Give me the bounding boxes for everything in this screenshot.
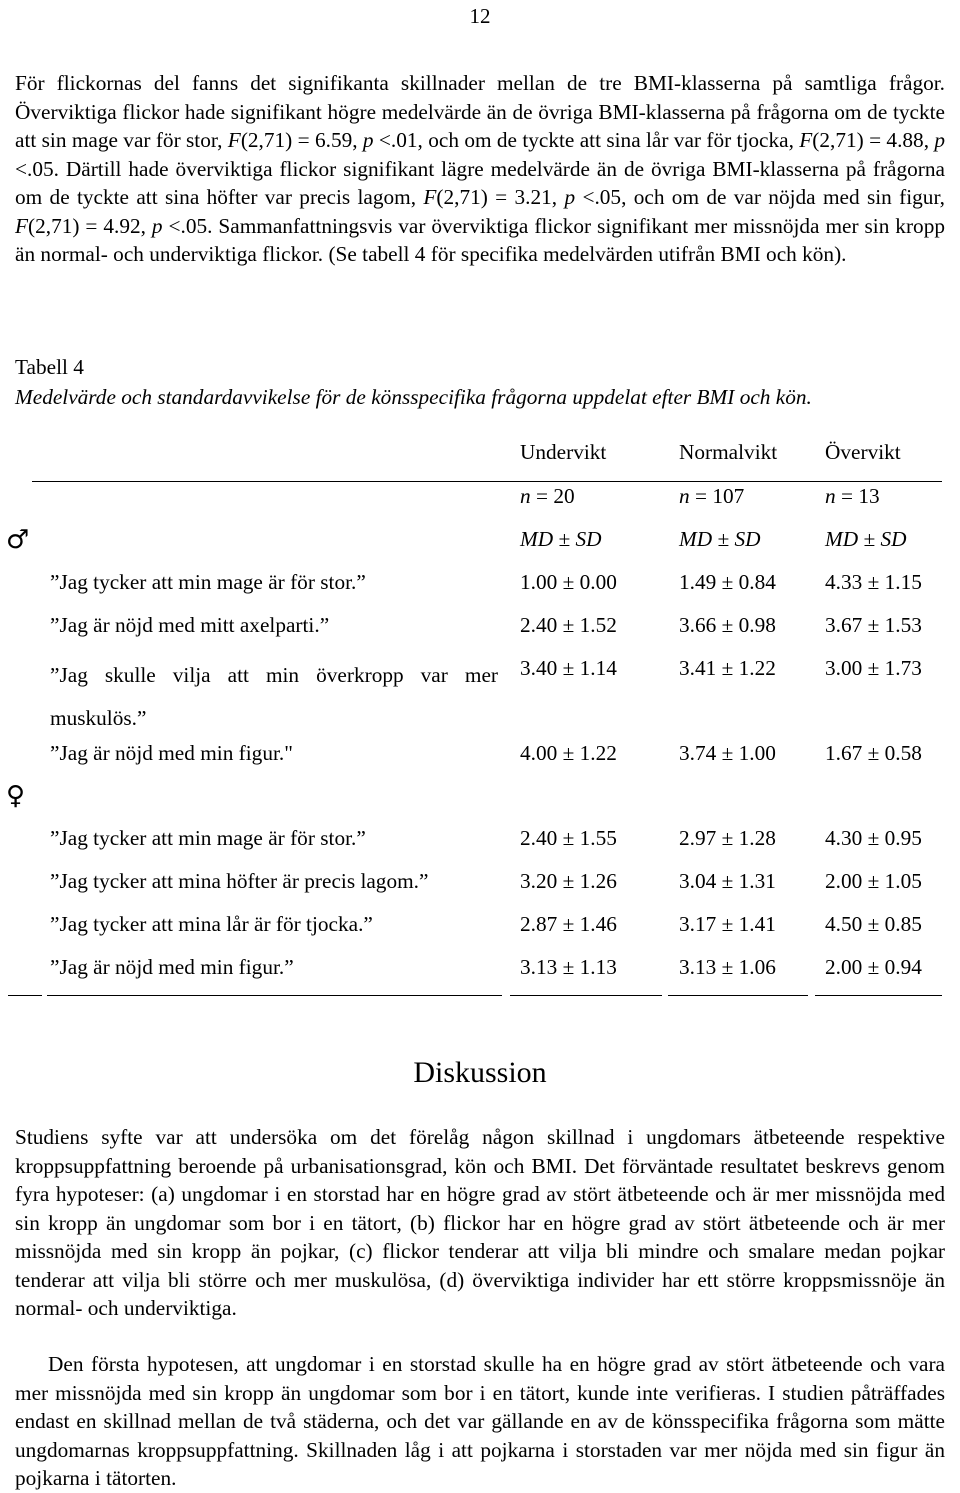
- value-cell: 3.41 ± 1.22: [679, 656, 776, 680]
- value-cell: 1.49 ± 0.84: [679, 570, 776, 594]
- discussion-paragraph-2: Den första hypotesen, att ungdomar i en storstad skulle ha en högre grad av stört ätbeteende och vara mer missnöjda med sin kropp än ungdomar som bor i en tätort, kunde inte verifieras. I studien påträffades endast en skillnad mellan de två städerna, och det var gällande en av de könsspecifika frågorna som mätte ungdomarnas kroppsuppfattning. Skillnaden låg i att pojkarna i storstaden var mer nöjda med sin figur än pojkarna i tätorten.: [15, 1352, 945, 1490]
- value-cell: 3.04 ± 1.31: [679, 869, 776, 893]
- section-heading: Diskussion: [413, 1056, 547, 1089]
- n-overvikt: n = 13: [825, 484, 880, 508]
- table-rule-top: [32, 481, 942, 482]
- value-cell: 2.97 ± 1.28: [679, 826, 776, 850]
- value-cell: 2.00 ± 1.05: [825, 869, 922, 893]
- male-item-1: ”Jag tycker att min mage är för stor.”: [50, 570, 366, 594]
- table-rule-bottom: [815, 995, 942, 996]
- column-header-undervikt: Undervikt: [520, 440, 607, 464]
- page-number: 12: [469, 4, 491, 28]
- female-symbol: ♀: [6, 781, 26, 811]
- table-label: Tabell 4: [15, 355, 84, 379]
- value-cell: 3.67 ± 1.53: [825, 613, 922, 637]
- male-item-3: ”Jag skulle vilja att min överkropp var mer muskulös.”: [50, 663, 498, 730]
- stat-label-overvikt: MD ± SD: [825, 527, 907, 551]
- n-undervikt: n = 20: [520, 484, 575, 508]
- stat-label-normalvikt: MD ± SD: [679, 527, 761, 551]
- value-cell: 3.13 ± 1.06: [679, 955, 776, 979]
- table-rule-bottom: [47, 995, 502, 996]
- female-item-1: ”Jag tycker att min mage är för stor.”: [50, 826, 366, 850]
- value-cell: 2.87 ± 1.46: [520, 912, 617, 936]
- table-rule-bottom: [668, 995, 808, 996]
- male-item-2: ”Jag är nöjd med mitt axelparti.”: [50, 613, 330, 637]
- column-header-overvikt: Övervikt: [825, 440, 901, 464]
- stat-label-undervikt: MD ± SD: [520, 527, 602, 551]
- table-rule-bottom: [510, 995, 662, 996]
- results-paragraph: För flickornas del fanns det signifikanta skillnader mellan de tre BMI-klasserna på samtliga frågor. Överviktiga flickor hade signifikant högre medelvärde än de övriga BMI-klasserna på frågorna om de tyckte att sin mage var för stor, F(2,71) = 6.59, p <.01, och om de tyckte att sina lår var för tjocka, F(2,71) = 4.88, p <.05. Därtill hade överviktiga flickor signifikant lägre medelvärde än de övriga BMI-klasserna på frågorna om de tyckte att sina höfter var precis lagom, F(2,71) = 3.21, p <.05, och om de var nöjda med sin figur, F(2,71) = 4.92, p <.05. Sammanfattningsvis var överviktiga flickor signifikant mer missnöjda mer sin kropp än normal- och underviktiga flickor. (Se tabell 4 för specifika medelvärden utifrån BMI och kön).: [15, 71, 946, 266]
- value-cell: 2.40 ± 1.52: [520, 613, 617, 637]
- n-normalvikt: n = 107: [679, 484, 745, 508]
- value-cell: 4.33 ± 1.15: [825, 570, 922, 594]
- value-cell: 4.30 ± 0.95: [825, 826, 922, 850]
- discussion-paragraph-1: Studiens syfte var att undersöka om det förelåg någon skillnad i ungdomars ätbeteende respektive kroppsuppfattning beroende på urbanisationsgrad, kön och BMI. Det förväntade resultatet beskrevs genom fyra hypoteser: (a) ungdomar i en storstad har en högre grad av stört ätbeteende och är mer missnöjda med sin kropp än ungdomar som bor i en tätort, (b) flickor har en högre grad av stört ätbeteende och är mer missnöjda med sin kropp än pojkar, (c) flickor tenderar att vilja bli mindre och smalare medan pojkar tenderar att vilja bli större och mer muskulösa, (d) överviktiga individer har ett större kroppsmissnöje än normal- och underviktiga.: [15, 1125, 945, 1320]
- value-cell: 3.74 ± 1.00: [679, 741, 776, 765]
- value-cell: 3.20 ± 1.26: [520, 869, 617, 893]
- value-cell: 3.17 ± 1.41: [679, 912, 776, 936]
- female-item-2: ”Jag tycker att mina höfter är precis lagom.”: [50, 869, 429, 893]
- female-item-3: ”Jag tycker att mina lår är för tjocka.”: [50, 912, 373, 936]
- value-cell: 3.66 ± 0.98: [679, 613, 776, 637]
- male-item-4: ”Jag är nöjd med min figur.": [50, 741, 293, 765]
- value-cell: 4.00 ± 1.22: [520, 741, 617, 765]
- male-symbol: ♂: [6, 525, 30, 555]
- value-cell: 2.40 ± 1.55: [520, 826, 617, 850]
- value-cell: 4.50 ± 0.85: [825, 912, 922, 936]
- value-cell: 2.00 ± 0.94: [825, 955, 922, 979]
- value-cell: 1.67 ± 0.58: [825, 741, 922, 765]
- value-cell: 1.00 ± 0.00: [520, 570, 617, 594]
- value-cell: 3.40 ± 1.14: [520, 656, 617, 680]
- table-rule-bottom: [8, 995, 42, 996]
- value-cell: 3.13 ± 1.13: [520, 955, 617, 979]
- column-header-normalvikt: Normalvikt: [679, 440, 778, 464]
- value-cell: 3.00 ± 1.73: [825, 656, 922, 680]
- table-title: Medelvärde och standardavvikelse för de könsspecifika frågorna uppdelat efter BMI och kön.: [15, 385, 812, 409]
- female-item-4: ”Jag är nöjd med min figur.”: [50, 955, 294, 979]
